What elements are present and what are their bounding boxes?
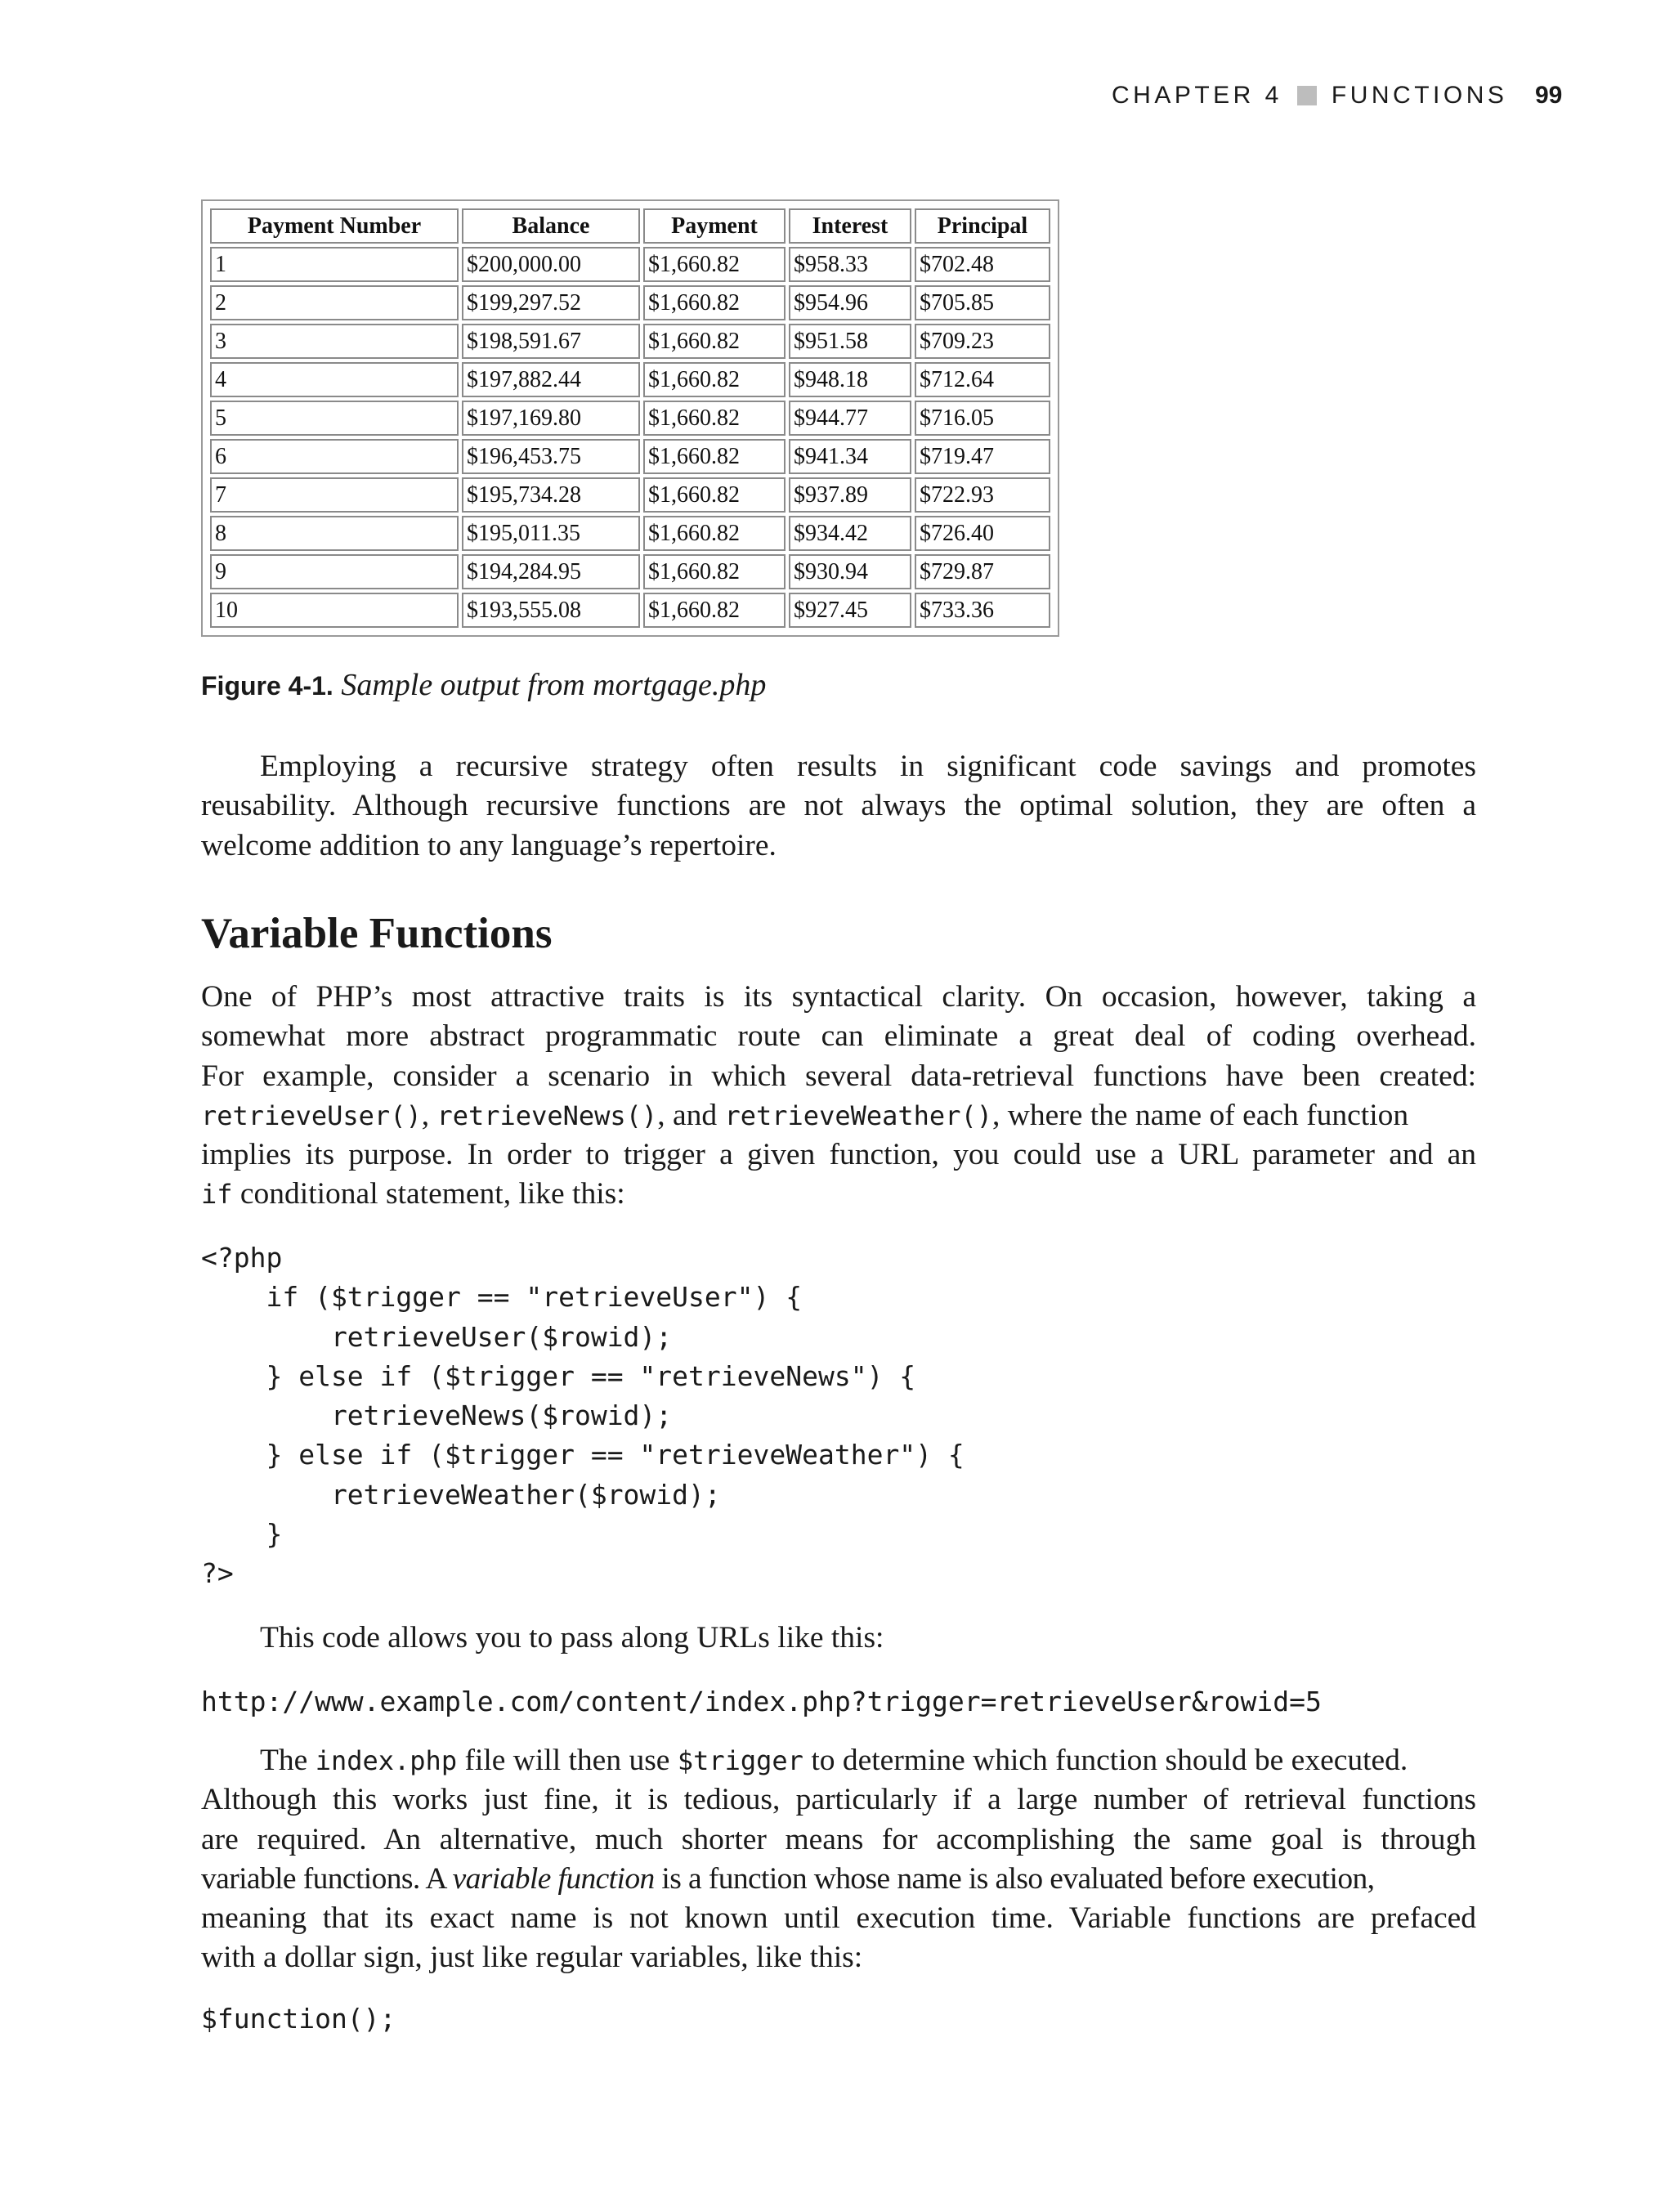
- text-run: , where the name of each function: [991, 1098, 1409, 1132]
- table-cell: $1,660.82: [643, 324, 786, 359]
- table-cell: $941.34: [789, 439, 911, 474]
- table-row: [210, 593, 1050, 628]
- table-cell: $197,882.44: [462, 362, 640, 397]
- paragraph-recursion-summary: [201, 747, 1476, 866]
- table-cell: $195,734.28: [462, 477, 640, 513]
- table-cell: $1,660.82: [643, 247, 786, 282]
- table-cell: $1,660.82: [643, 285, 786, 320]
- text-line: reusability. Although recursive functions are not always the optimal solution, they are often a: [201, 789, 1476, 823]
- table-cell: 10: [210, 593, 459, 628]
- chapter-label: CHAPTER 4: [1112, 82, 1282, 109]
- table-cell: 6: [210, 439, 459, 474]
- table-cell: $705.85: [915, 285, 1050, 320]
- text-run: , and: [657, 1098, 725, 1132]
- figure-label: Figure 4-1.: [201, 671, 333, 701]
- separator-square-icon: [1297, 86, 1317, 105]
- column-header: Principal: [915, 208, 1050, 244]
- paragraph-variable-function-definition: [201, 1741, 1476, 1978]
- inline-code: $trigger: [677, 1745, 803, 1776]
- table-cell: $948.18: [789, 362, 911, 397]
- table-cell: $944.77: [789, 401, 911, 436]
- text-line: somewhat more abstract programmatic route can eliminate a great deal of coding overhead.: [201, 1019, 1476, 1054]
- column-header: Interest: [789, 208, 911, 244]
- table-row: [210, 362, 1050, 397]
- table-cell: $195,011.35: [462, 516, 640, 551]
- text-run: variable functions. A: [201, 1861, 453, 1896]
- table-cell: $199,297.52: [462, 285, 640, 320]
- text-line: welcome addition to any language’s repertoire.: [201, 828, 777, 862]
- table-cell: $1,660.82: [643, 362, 786, 397]
- table-cell: $930.94: [789, 554, 911, 589]
- table-cell: $198,591.67: [462, 324, 640, 359]
- running-header: [0, 82, 1674, 114]
- table-header-row: [210, 208, 1050, 244]
- table-row: [210, 285, 1050, 320]
- table-cell: $1,660.82: [643, 439, 786, 474]
- emphasis-term: variable function: [452, 1861, 655, 1896]
- table-cell: $1,660.82: [643, 477, 786, 513]
- section-label: FUNCTIONS: [1331, 82, 1508, 109]
- column-header: Payment: [643, 208, 786, 244]
- table-cell: $729.87: [915, 554, 1050, 589]
- inline-code: retrieveWeather(): [724, 1099, 992, 1131]
- text-run: ,: [421, 1098, 437, 1132]
- table-cell: $719.47: [915, 439, 1050, 474]
- table-cell: $1,660.82: [643, 401, 786, 436]
- table-cell: $712.64: [915, 362, 1050, 397]
- text-line: Employing a recursive strategy often results in significant code savings and promotes: [260, 750, 1476, 783]
- table-row: [210, 324, 1050, 359]
- section-heading: Variable Functions: [201, 910, 553, 957]
- table-row: [210, 439, 1050, 474]
- table-cell: $1,660.82: [643, 554, 786, 589]
- paragraph-variable-functions-intro: [201, 978, 1476, 1215]
- table-cell: 8: [210, 516, 459, 551]
- table-cell: 9: [210, 554, 459, 589]
- text-line: are required. An alternative, much shorter means for accomplishing the same goal is through: [201, 1822, 1476, 1856]
- inline-code: index.php: [315, 1745, 458, 1776]
- text-run: is a function whose name is also evaluated before execution,: [654, 1861, 1375, 1896]
- table-row: [210, 516, 1050, 551]
- table-row: [210, 401, 1050, 436]
- text-line: Although this works just fine, it is tedious, particularly if a large number of retrieval functions: [201, 1783, 1476, 1817]
- table-cell: 7: [210, 477, 459, 513]
- figure-table-frame: [201, 199, 1059, 637]
- table-cell: $1,660.82: [643, 516, 786, 551]
- table-cell: $194,284.95: [462, 554, 640, 589]
- inline-code: retrieveUser(): [201, 1099, 422, 1131]
- page-number: 99: [1535, 82, 1563, 109]
- mortgage-table: [207, 205, 1054, 631]
- table-row: [210, 554, 1050, 589]
- text-line: [201, 1741, 1476, 1780]
- table-cell: $196,453.75: [462, 439, 640, 474]
- text-run: The: [260, 1744, 316, 1777]
- table-cell: $954.96: [789, 285, 911, 320]
- text-run: file will then use: [457, 1744, 678, 1777]
- table-cell: $937.89: [789, 477, 911, 513]
- table-row: [210, 247, 1050, 282]
- table-cell: 3: [210, 324, 459, 359]
- table-cell: $951.58: [789, 324, 911, 359]
- table-cell: 1: [210, 247, 459, 282]
- column-header: Balance: [462, 208, 640, 244]
- table-cell: $1,660.82: [643, 593, 786, 628]
- table-cell: $927.45: [789, 593, 911, 628]
- text-line: [201, 1096, 1476, 1135]
- table-row: [210, 477, 1050, 513]
- code-variable-function-call: $function();: [201, 2003, 396, 2035]
- table-cell: 5: [210, 401, 459, 436]
- text-line: with a dollar sign, just like regular variables, like this:: [201, 1941, 863, 1975]
- table-cell: $193,555.08: [462, 593, 640, 628]
- table-cell: $934.42: [789, 516, 911, 551]
- figure-caption-text: Sample output from mortgage.php: [341, 668, 767, 702]
- text-line: For example, consider a scenario in which several data-retrieval functions have been created:: [201, 1059, 1476, 1093]
- text-line: meaning that its exact name is not known until execution time. Variable functions are prefaced: [201, 1901, 1476, 1936]
- text-line: This code allows you to pass along URLs like this:: [260, 1621, 884, 1655]
- paragraph-url-intro: [201, 1619, 1476, 1658]
- table-cell: $197,169.80: [462, 401, 640, 436]
- table-cell: 2: [210, 285, 459, 320]
- text-run: conditional statement, like this:: [232, 1177, 625, 1211]
- text-line: One of PHP’s most attractive traits is its syntactical clarity. On occasion, however, taking a: [201, 980, 1476, 1014]
- column-header: Payment Number: [210, 208, 459, 244]
- text-line: [201, 1860, 1476, 1899]
- table-cell: $200,000.00: [462, 247, 640, 282]
- table-cell: $726.40: [915, 516, 1050, 551]
- inline-code: if: [201, 1179, 233, 1211]
- table-cell: $722.93: [915, 477, 1050, 513]
- inline-code: retrieveNews(): [436, 1099, 658, 1131]
- table-cell: $702.48: [915, 247, 1050, 282]
- text-line: [201, 1175, 1476, 1214]
- text-line: implies its purpose. In order to trigger a given function, you could use a URL parameter and an: [201, 1138, 1476, 1172]
- code-url-example: http://www.example.com/content/index.php?trigger=retrieveUser&rowid=5: [201, 1686, 1322, 1717]
- table-cell: $733.36: [915, 593, 1050, 628]
- text-run: to determine which function should be executed.: [803, 1744, 1408, 1777]
- code-block-conditional: <?php if ($trigger == "retrieveUser") { retrieveUser($rowid); } else if ($trigger == "retrieveNews") { retrieveNews($rowid); } else if ($trigger == "retrieveWeather") { retrieveWeather($rowid); } ?>: [201, 1242, 965, 1590]
- table-cell: $958.33: [789, 247, 911, 282]
- table-cell: 4: [210, 362, 459, 397]
- table-cell: $716.05: [915, 401, 1050, 436]
- chapter-title: [1112, 82, 1507, 110]
- table-cell: $709.23: [915, 324, 1050, 359]
- figure-caption: [201, 667, 766, 703]
